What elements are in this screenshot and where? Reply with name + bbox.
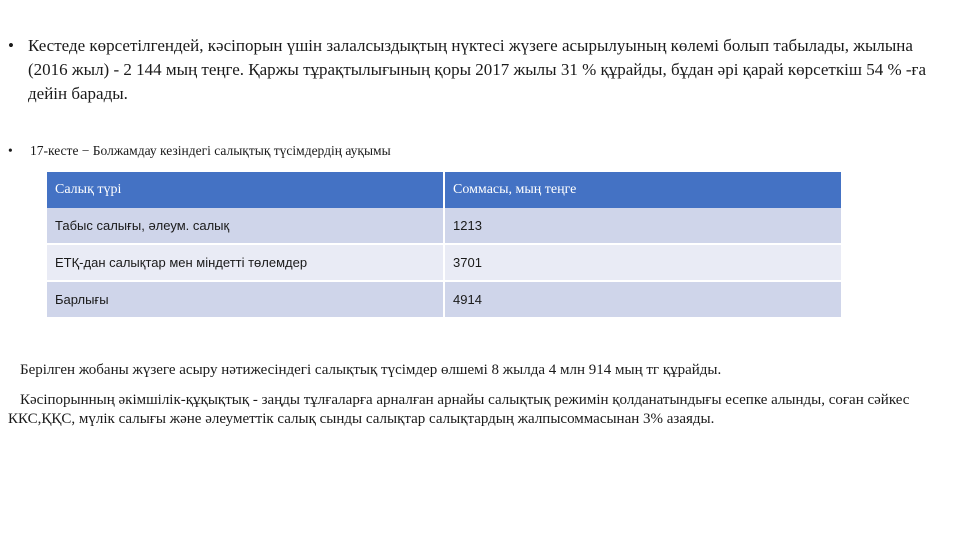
- table-caption: [8, 142, 908, 160]
- cell-tax-type: Барлығы: [47, 281, 444, 318]
- cell-amount: 1213: [444, 208, 842, 244]
- intro-text: Кестеде көрсетілгендей, кәсіпорын үшін залалсыздықтың нүктесі жүзеге асырылуының көлемі болып табылады, жылына (2016 жыл) - 2 144 мың теңге. Қаржы тұрақтылығының қоры 2017 жылы 31 % құрайды, бұдан әрі қарай көрсеткіш 54 % -ға дейін барады.: [28, 36, 927, 103]
- table-row: [47, 208, 842, 244]
- bullet-marker: •: [8, 36, 14, 55]
- bullet-marker: •: [8, 143, 13, 158]
- table-header-row: [47, 172, 842, 208]
- header-amount: Соммасы, мың теңге: [444, 172, 842, 208]
- intro-paragraph: [8, 34, 928, 106]
- table-row: [47, 244, 842, 281]
- cell-amount: 3701: [444, 244, 842, 281]
- table-row: [47, 281, 842, 318]
- cell-amount: 4914: [444, 281, 842, 318]
- tax-regime-paragraph: Кәсіпорынның әкімшілік-құқықтық - заңды тұлғаларға арналған арнайы салықтық режимін қолданатындығы есепке алынды, соған сәйкес ККС,ҚҚС, мүлік салығы және әлеуметтік салық сынды салықтар салықтардың жалпысоммасынан 3% азаяды.: [8, 392, 910, 427]
- table-caption-text: 17-кесте − Болжамдау кезіндегі салықтық түсімдердің ауқымы: [30, 143, 391, 158]
- tax-revenue-table: [47, 172, 843, 319]
- cell-tax-type: ЕТҚ-дан салықтар мен міндетті төлемдер: [47, 244, 444, 281]
- result-paragraph: Берілген жобаны жүзеге асыру нәтижесіндегі салықтық түсімдер өлшемі 8 жылда 4 млн 914 мың тг құрайды.: [20, 362, 722, 378]
- header-tax-type: Салық түрі: [47, 172, 444, 208]
- cell-tax-type: Табыс салығы, әлеум. салық: [47, 208, 444, 244]
